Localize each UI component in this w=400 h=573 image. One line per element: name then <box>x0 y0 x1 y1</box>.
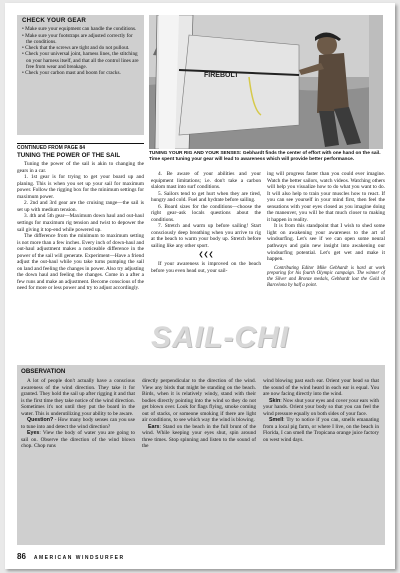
observation-paragraph: directly perpendicular to the direction of the wind. View any birds that might be standing on the beach. Birds, when it is relatively windy, stand with their bodies directly pointing into the wind so they do not get blown over. Look for flags flying, smoke coming out of stacks, or someone smoking if there are light air conditions, to see which way the wind is blowing. <box>142 378 256 424</box>
article-column-3 <box>267 171 385 289</box>
article-column-2 <box>151 171 261 274</box>
observation-box <box>17 365 385 545</box>
body-paragraph: If your awareness is improved on the beach before you even head out, your sail- <box>151 261 261 274</box>
observation-paragraph: Question? - How many body senses can you use to tune into and detect the wind direction? <box>21 417 135 430</box>
observation-paragraph: wind blowing past each ear. Orient your head so that the sound of the wind heard in each ear is equal. You are now facing directly into the wind. <box>263 378 379 398</box>
skin-label: Skin <box>269 397 281 404</box>
section-heading: TUNING THE POWER OF THE SAIL <box>17 151 121 159</box>
body-paragraph: 5. Sailors tend to get hurt when they are tired, hungry and cold. Fuel and hydrate before sailing. <box>151 190 261 204</box>
eyes-label: Eyes <box>27 430 40 437</box>
ears-label: Ears <box>148 423 160 430</box>
question-label: Question? <box>27 417 54 424</box>
gear-box-title: CHECK YOUR GEAR <box>22 17 87 24</box>
photo-caption <box>149 151 387 163</box>
continued-from-label: CONTINUED FROM PAGE 84 <box>17 143 144 152</box>
windsurfer-photo <box>149 15 383 149</box>
observation-paragraph: Eyes: View the body of water you are going to sail on. Observe the direction of the wind blown chop. Chop runs <box>21 430 135 450</box>
observation-column-2 <box>142 378 256 450</box>
sail-brand-label: FIREBOLT <box>204 72 239 79</box>
body-paragraph: Tuning the power of the sail is akin to changing the gears in a car. <box>17 161 144 174</box>
page-number: 86 <box>17 552 26 561</box>
body-paragraph: It is from this standpoint that I wish to shed some light on awakening your awareness to the art of windsurfing. Let's see if we can open some neural pathways and gain new insight into awakening our windsurfing potential. Let's get wet and make it happen. <box>267 223 385 263</box>
observation-title: OBSERVATION <box>21 368 66 375</box>
section-separator: ❮❮❮ <box>198 251 214 258</box>
gear-item: • Make sure your footstraps are adjusted correctly for the conditions. <box>22 32 133 45</box>
windsurfer-photo-illustration <box>149 15 383 149</box>
page-footer <box>17 552 385 561</box>
observation-column-1 <box>21 378 135 450</box>
magazine-name: AMERICAN WINDSURFER <box>33 555 125 561</box>
check-your-gear-box <box>17 15 144 135</box>
body-paragraph: 7. Stretch and warm up before sailing! Start consciously deep breathing when you arrive to rig at the beach to warm your body up. Stretch before sailing like any other sport. <box>151 223 261 250</box>
smell-label: Smell <box>269 417 284 424</box>
observation-column-3 <box>263 378 379 443</box>
caption-text: Gebhardt finds the center of effort with one hand on the sail. Time spent tuning your gear will lead to awareness which will provide better performance. <box>149 151 381 162</box>
body-paragraph: The difference from the minimum to maximum setting is not more than a few inches. Every inch of down-haul and out-haul adjustment makes a noticeable difference in the power of the sail will generate. Experiment—Have a friend adjust the out-haul while you take turns pumping the sail on land and feeling the changes in power. Also try adjusting the down haul and feeling the changes. Come in a after a few runs and make an adjustment. Become conscious of the need for more or less power and try to adjust accordingly. <box>17 233 144 292</box>
body-paragraph: 1. 1st gear is for trying to get your board up and planing. This is when you set up your sail for maximum power. Follow the rigging box for the minimum settings for maximum power. <box>17 174 144 200</box>
observation-paragraph: Ears: Stand on the beach in the full brunt of the wind. While keeping your eyes shut, spin around three times. Stop spinning and listen to the sound of the <box>142 423 256 450</box>
caption-lead: TUNING YOUR RIG AND YOUR SENSES: <box>149 151 242 156</box>
body-paragraph: 4. Be aware of your abilities and your equipment limitations; i.e. don't take a carbon slalom mast into surf conditions. <box>151 171 261 191</box>
body-paragraph: 2. 2nd and 3rd gear are the cruising range—the sail is set up with medium tension. <box>17 200 144 213</box>
gear-item: • Check your universal joint, harness lines, the stitching on your harness itself, and that all the control lines are free from wear and breakage. <box>22 51 139 71</box>
observation-paragraph: Skin: Now shut your eyes and cover your ears with your hands. Orient your body so that you can feel the wind pressure equally on both sides of your face. <box>263 397 379 417</box>
observation-paragraph: Smell: Try to notice if you can, smells emanating from a local pig farm, or where I live, on the beach in Florida, I can smell the Tropicana orange juice factory on west wind days. <box>263 417 379 443</box>
gear-item: • Check that the screws are tight and do not pullout. <box>22 45 130 52</box>
magazine-page <box>5 3 395 569</box>
gear-item: • Check your carbon mast and boom for cracks. <box>22 70 121 77</box>
gear-item: • Make sure your equipment can handle the conditions. <box>22 26 137 33</box>
body-paragraph: ing will progress faster than you could ever imagine. Watch the better sailors, watch videos. Watching others will help you visualize how to do what you want to do. It will also help to train your muscles how to react. If you can see yourself in your mind first, then feel the sensations with your eyes closed as you imagine doing the maneuver, you will be that much closer to making it happen in reality. <box>267 171 385 223</box>
body-paragraph: 6. Board sizes for the conditions—choose the right gear–ask locals questions about the conditions. <box>151 203 261 223</box>
gear-checklist <box>22 26 139 76</box>
body-paragraph: 3. 4th and 5th gear—Maximum down haul and out-haul settings for maximum rig tension and twist to depower the sail giving it top-end while powered up. <box>17 213 144 233</box>
sail-chi-logo: SAIL-CHI <box>151 321 289 354</box>
article-column-1 <box>17 143 144 292</box>
author-bio: Contributing Editor Mike Gebhardt is hard at work preparing for his fourth Olympic campaign. The winner of the Silver and Bronze medals, Gebhardt lost the Gold in Barcelona by half a point. <box>267 265 385 289</box>
observation-paragraph: A lot of people don't actually have a conscious awareness of the wind direction. They take it for granted. They hold the sail up after rigging it and that is the first time they take notice of the wind direction. Sometimes it's not until they put the board in the water. This is underutilizing your ability to be aware. <box>21 378 135 417</box>
